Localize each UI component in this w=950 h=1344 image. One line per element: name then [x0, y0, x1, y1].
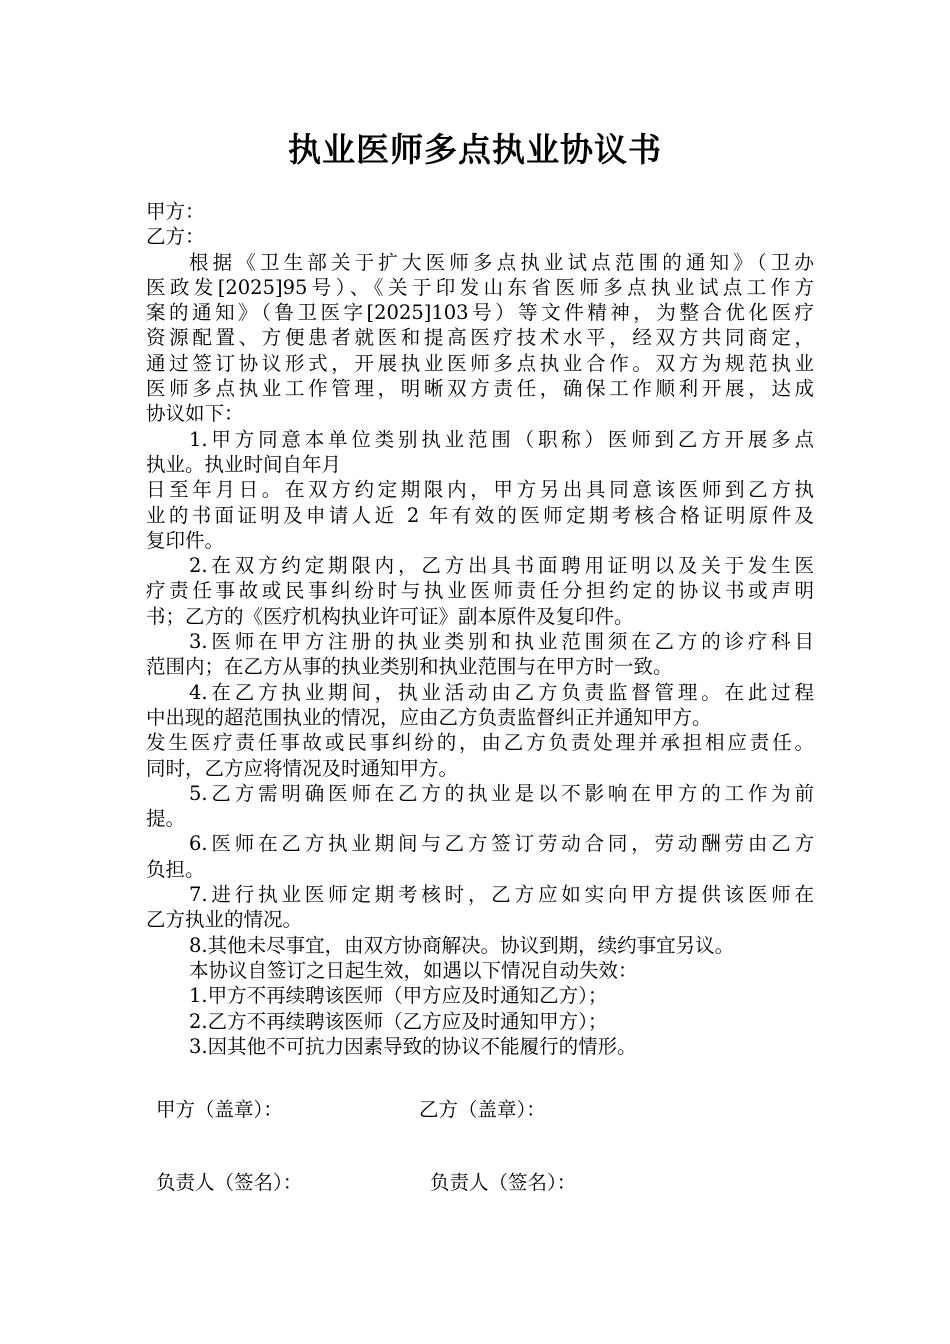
text-line: 医政发[2025]95号）、《关于印发山东省医师多点执业试点工作方: [146, 275, 814, 299]
text-line: 资源配置、方便患者就医和提高医疗技术水平，经双方共同商定，: [146, 326, 814, 350]
text-line: 1.甲方同意本单位类别执业范围（职称）医师到乙方开展多点: [189, 427, 814, 451]
text-line: 案的通知》（鲁卫医字[2025]103号）等文件精神，为整合优化医疗: [146, 301, 814, 325]
text-line: 日至年月日。在双方约定期限内，甲方另出具同意该医师到乙方执: [146, 478, 814, 502]
text-line: 中出现的超范围执业的情况，应由乙方负责监督纠正并通知甲方。: [146, 705, 712, 729]
text-line: 7.进行执业医师定期考核时，乙方应如实向甲方提供该医师在: [189, 883, 814, 907]
text-line: 复印件。: [146, 528, 225, 552]
text-line: 同时，乙方应将情况及时通知甲方。: [146, 756, 459, 780]
document-title: 执业医师多点执业协议书: [288, 130, 662, 169]
text-line: 执业。执业时间自年月: [146, 452, 342, 476]
text-line: 8.其他未尽事宜，由双方协商解决。协议到期，续约事宜另议。: [189, 933, 735, 957]
text-line: 发生医疗责任事故或民事纠纷的，由乙方负责处理并承担相应责任。: [146, 731, 814, 755]
party-b-seal-label: 乙方（盖章）：: [419, 1098, 546, 1121]
text-line: 通过签订协议形式，开展执业医师多点执业合作。双方为规范执业: [146, 351, 814, 375]
text-line: 本协议自签订之日起生效，如遇以下情况自动失效：: [189, 958, 638, 982]
text-line: 医师多点执业工作管理，明晰双方责任，确保工作顺利开展，达成: [146, 377, 814, 401]
text-line: 2.乙方不再续聘该医师（乙方应及时通知甲方）；: [189, 1009, 608, 1033]
text-line: 范围内；在乙方从事的执业类别和执业范围与在甲方时一致。: [146, 655, 673, 679]
text-line: 提。: [146, 807, 186, 831]
text-line: 3.因其他不可抗力因素导致的协议不能履行的情形。: [189, 1034, 637, 1058]
text-line: 5.乙方需明确医师在乙方的执业是以不影响在甲方的工作为前: [189, 781, 814, 805]
text-line: 2.在双方约定期限内，乙方出具书面聘用证明以及关于发生医: [189, 554, 814, 578]
text-line: 负担。: [146, 857, 205, 881]
text-line: 乙方执业的情况。: [146, 908, 303, 932]
text-line: 疗责任事故或民事纠纷时与执业医师责任分担约定的协议书或声明: [146, 579, 814, 603]
text-line: 协议如下：: [146, 402, 244, 426]
agreement-body: [146, 199, 814, 1059]
text-line: 1.甲方不再续聘该医师（甲方应及时通知乙方）；: [189, 984, 608, 1008]
text-line: 业的书面证明及申请人近 2 年有效的医师定期考核合格证明原件及: [146, 503, 814, 527]
text-line: 甲方：: [146, 200, 205, 223]
text-line: 乙方：: [146, 225, 205, 249]
text-line: 6.医师在乙方执业期间与乙方签订劳动合同，劳动酬劳由乙方: [189, 832, 814, 856]
party-a-signer-label: 负责人（签名）：: [156, 1171, 303, 1194]
text-line: 4.在乙方执业期间，执业活动由乙方负责监督管理。在此过程: [189, 680, 814, 704]
party-a-seal-label: 甲方（盖章）：: [156, 1098, 283, 1121]
text-line: 3.医师在甲方注册的执业类别和执业范围须在乙方的诊疗科目: [189, 630, 814, 654]
text-line: 根据《卫生部关于扩大医师多点执业试点范围的通知》（卫办: [189, 250, 814, 274]
text-line: 书；乙方的《医疗机构执业许可证》副本原件及复印件。: [146, 604, 634, 628]
party-b-signer-label: 负责人（签名）：: [430, 1171, 577, 1194]
